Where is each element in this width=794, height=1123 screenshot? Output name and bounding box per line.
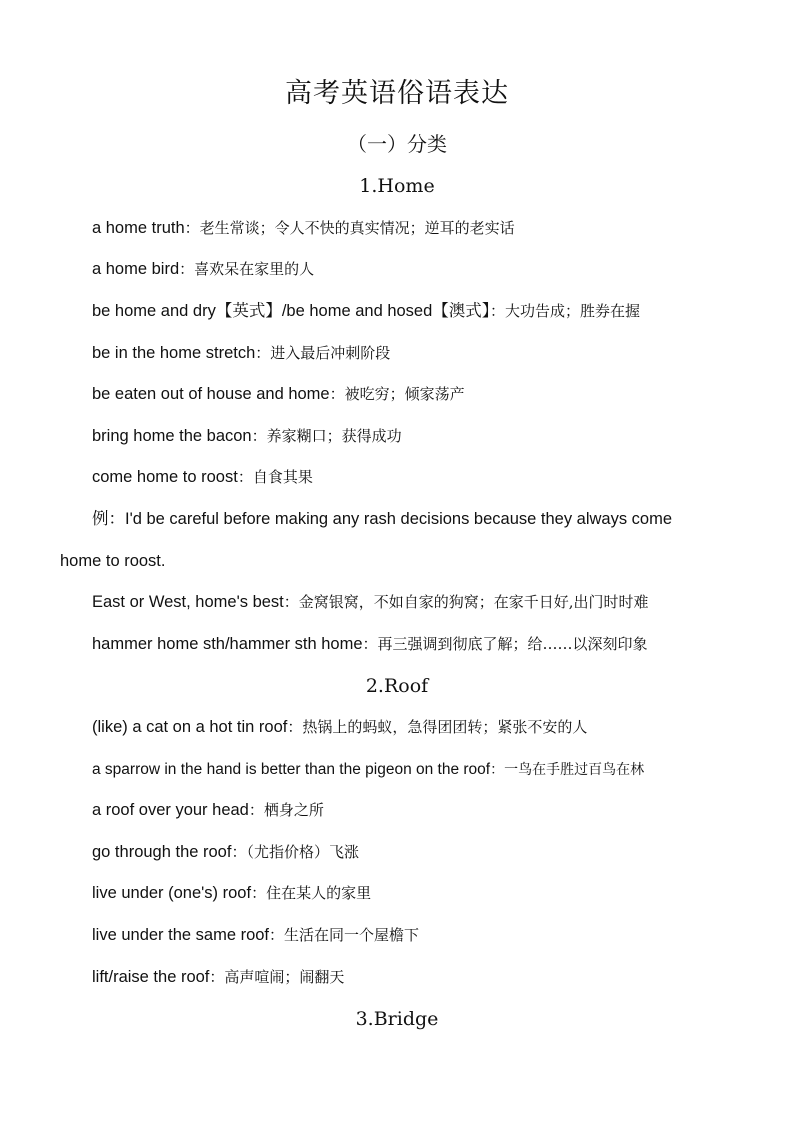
list-item	[92, 631, 754, 657]
idiom-english: come home to roost	[92, 468, 238, 486]
idiom-english: a sparrow in the hand is better than the pigeon on the roof	[92, 761, 491, 778]
section-heading-bridge: 3.Bridge	[355, 1008, 439, 1030]
document-title: 高考英语俗语表达	[285, 78, 509, 109]
idiom-english: a home truth	[92, 219, 185, 237]
idiom-chinese: ：再三强调到彻底了解；给……以深刻印象	[362, 635, 648, 653]
idiom-english: hammer home sth/hammer sth home	[92, 635, 363, 653]
idiom-english: a roof over your head	[92, 801, 249, 819]
idiom-chinese: ：一鸟在手胜过百鸟在林	[490, 762, 645, 778]
list-item	[92, 839, 754, 865]
list-item	[92, 256, 754, 282]
idiom-chinese: ：老生常谈；令人不快的真实情况；逆耳的老实话	[184, 219, 515, 237]
idiom-english: go through the roof	[92, 843, 232, 861]
list-item	[92, 381, 754, 407]
idiom-english: be eaten out of house and home	[92, 385, 330, 403]
idiom-chinese: ：栖身之所	[248, 801, 324, 819]
idiom-english: be home and dry【英式】/be home and hosed【澳式】	[92, 302, 491, 320]
example-text: 例：I'd be careful before making any rash decisions because they always come	[92, 510, 673, 528]
list-item	[92, 714, 754, 740]
idiom-english: bring home the bacon	[92, 427, 252, 445]
idiom-english: East or West, home's best	[92, 593, 284, 611]
idiom-chinese: ：自食其果	[237, 468, 313, 486]
list-item	[92, 880, 754, 906]
idiom-english: lift/raise the roof	[92, 968, 210, 986]
list-item	[92, 464, 754, 490]
document-subtitle: （一）分类	[347, 132, 447, 156]
idiom-chinese: ：生活在同一个屋檐下	[269, 926, 420, 944]
idiom-english: live under (one's) roof	[92, 884, 252, 902]
idiom-chinese: ：高声喧闹；闹翻天	[209, 968, 345, 986]
list-item	[92, 215, 754, 241]
idiom-chinese: ：（尤指价格）飞涨	[231, 843, 359, 861]
idiom-chinese: ：热锅上的蚂蚁，急得团团转；紧张不安的人	[287, 718, 588, 736]
idiom-english: (like) a cat on a hot tin roof	[92, 718, 288, 736]
list-item	[92, 964, 754, 990]
idiom-chinese: ：金窝银窝，不如自家的狗窝；在家千日好,出门时时难	[283, 593, 649, 611]
list-item	[92, 589, 754, 615]
list-item	[92, 922, 754, 948]
section-heading-roof: 2.Roof	[365, 675, 429, 697]
idiom-chinese: ：住在某人的家里	[251, 884, 372, 902]
example-sentence	[92, 506, 754, 532]
list-item	[92, 756, 754, 783]
list-item	[92, 340, 754, 366]
list-item	[92, 423, 754, 449]
idiom-english: be in the home stretch	[92, 344, 256, 362]
idiom-chinese: ：养家糊口；获得成功	[251, 427, 402, 445]
section-heading-home: 1.Home	[359, 175, 435, 197]
list-item	[92, 797, 754, 823]
idiom-english: live under the same roof	[92, 926, 270, 944]
idiom-chinese: ：被吃穷；倾家荡产	[329, 385, 465, 403]
idiom-chinese: ：大功告成；胜券在握	[490, 302, 641, 320]
example-sentence-continuation: home to roost.	[60, 552, 166, 570]
idiom-chinese: ：喜欢呆在家里的人	[179, 260, 315, 278]
idiom-english: a home bird	[92, 260, 180, 278]
idiom-chinese: ：进入最后冲刺阶段	[255, 344, 391, 362]
list-item	[92, 298, 754, 324]
